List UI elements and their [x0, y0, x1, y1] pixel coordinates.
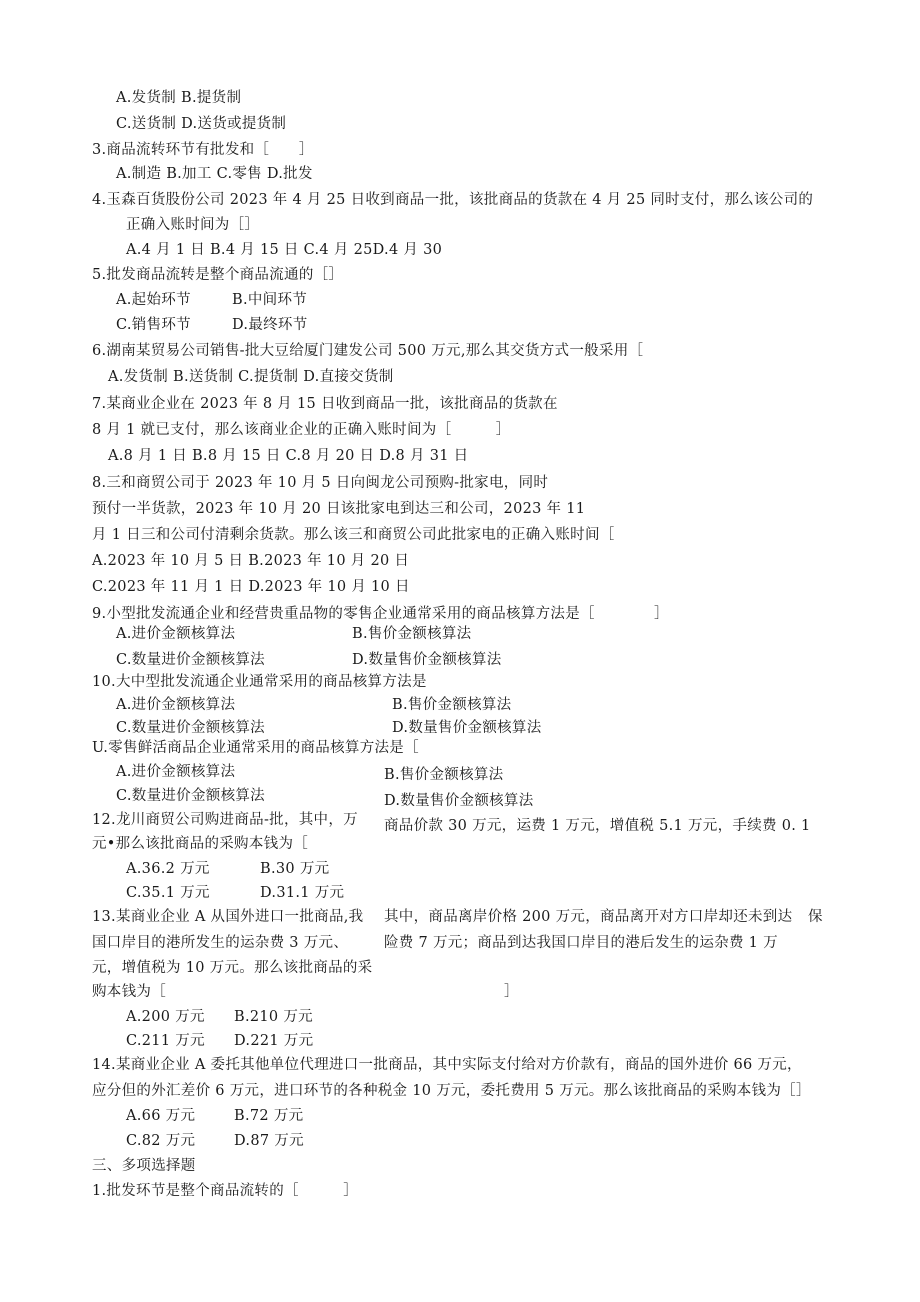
q12-option-a: A.36.2 万元 — [126, 861, 210, 877]
q10-question: 10.大中型批发流通企业通常采用的商品核算方法是 — [92, 674, 427, 690]
q9-option-b: B.售价金额核算法 — [352, 626, 472, 642]
q4-question-line2: 正确入账时间为［］ — [126, 217, 260, 233]
q10-option-d: D.数量售价金额核算法 — [392, 720, 542, 736]
q12-option-d: D.31.1 万元 — [260, 885, 345, 901]
q13-question-line4: 购本钱为［ — [92, 984, 166, 1000]
q11-option-b: B.售价金额核算法 — [384, 767, 504, 783]
q13-question-line3: 元，增值税为 10 万元。那么该批商品的采 — [92, 960, 373, 976]
q7-question-line2: 8 月 1 就已支付，那么该商业企业的正确入账时间为［ ］ — [92, 422, 511, 438]
q11-option-d: D.数量售价金额核算法 — [384, 793, 534, 809]
q5-question: 5.批发商品流转是整个商品流通的［］ — [92, 267, 344, 283]
q13-option-b: B.210 万元 — [234, 1009, 313, 1025]
q9-option-d: D.数量售价金额核算法 — [352, 652, 502, 668]
q13-option-c: C.211 万元 — [126, 1033, 205, 1049]
q14-question-line1: 14.某商业企业 A 委托其他单位代理进口一批商品，其中实际支付给对方价款有，商品的国外进价 66 万元， — [92, 1057, 802, 1073]
q2-options-cd: C.送货制 D.送货或提货制 — [116, 116, 287, 132]
q6-question: 6.湖南某贸易公司销售-批大豆给厦门建发公司 500 万元,那么其交货方式一般采用［ — [92, 343, 644, 359]
q4-question-line1: 4.玉森百货股份公司 2023 年 4 月 25 日收到商品一批，该批商品的货款在 4 月 25 同时支付，那么该公司的 — [92, 192, 814, 208]
q13-question-right1: 其中，商品离岸价格 200 万元，商品离开对方口岸却还未到达 — [384, 909, 793, 925]
q13-question-left2: 国口岸目的港所发生的运杂费 3 万元、 — [92, 935, 349, 951]
q13-option-a: A.200 万元 — [126, 1009, 205, 1025]
q3-question: 3.商品流转环节有批发和［ ］ — [92, 142, 314, 158]
q5-option-c: C.销售环节 — [116, 317, 191, 333]
q11-option-a: A.进价金额核算法 — [116, 764, 236, 780]
q14-question-line2: 应分但的外汇差价 6 万元，进口环节的各种税金 10 万元，委托费用 5 万元。那么该批商品的采购本钱为［］ — [92, 1083, 811, 1099]
q10-option-c: C.数量进价金额核算法 — [116, 720, 265, 736]
q7-options: A.8 月 1 日 B.8 月 15 日 C.8 月 20 日 D.8 月 31 日 — [108, 448, 469, 464]
q10-option-a: A.进价金额核算法 — [116, 697, 236, 713]
q14-option-d: D.87 万元 — [234, 1133, 304, 1149]
q3-options: A.制造 B.加工 C.零售 D.批发 — [116, 166, 313, 182]
q2-options-ab: A.发货制 B.提货制 — [116, 90, 242, 106]
q7-question-line1: 7.某商业企业在 2023 年 8 月 15 日收到商品一批，该批商品的货款在 — [92, 396, 558, 412]
q12-question-right: 商品价款 30 万元，运费 1 万元，增值税 5.1 万元，手续费 0. 1 — [384, 818, 811, 834]
q12-question-left: 12.龙川商贸公司购进商品-批，其中，万 — [92, 812, 358, 828]
q11-option-c: C.数量进价金额核算法 — [116, 788, 265, 804]
q12-option-b: B.30 万元 — [260, 861, 330, 877]
q8-question-line1: 8.三和商贸公司于 2023 年 10 月 5 日向闽龙公司预购-批家电，同时 — [92, 475, 549, 491]
q9-option-a: A.进价金额核算法 — [116, 626, 236, 642]
q8-question-line3: 月 1 日三和公司付清剩余货款。那么该三和商贸公司此批家电的正确入账时间［ — [92, 527, 615, 543]
q4-options: A.4 月 1 日 B.4 月 15 日 C.4 月 25D.4 月 30 — [126, 242, 443, 258]
q9-question: 9.小型批发流通企业和经营贵重品物的零售企业通常采用的商品核算方法是［ ］ — [92, 606, 669, 622]
q5-option-d: D.最终环节 — [232, 317, 308, 333]
q12-question-line2: 元•那么该批商品的采购本钱为［ — [92, 836, 309, 852]
q13-question-right1-end: 保 — [808, 909, 823, 925]
section-heading-multiple-choice: 三、多项选择题 — [92, 1158, 196, 1174]
q8-options-cd: C.2023 年 11 月 1 日 D.2023 年 10 月 10 日 — [92, 579, 410, 595]
q14-option-a: A.66 万元 — [126, 1108, 196, 1124]
q13-question-left1: 13.某商业企业 A 从国外进口一批商品,我 — [92, 909, 364, 925]
q9-option-c: C.数量进价金额核算法 — [116, 652, 265, 668]
q8-question-line2: 预付一半货款，2023 年 10 月 20 日该批家电到达三和公司，2023 年 11 — [92, 501, 586, 517]
q5-option-b: B.中间环节 — [232, 292, 308, 308]
q5-option-a: A.起始环节 — [116, 292, 191, 308]
q13-question-right2: 险费 7 万元；商品到达我国口岸目的港后发生的运杂费 1 万 — [384, 935, 778, 951]
q13-bracket-close: ］ — [504, 984, 519, 1000]
q6-options: A.发货制 B.送货制 C.提货制 D.直接交货制 — [108, 369, 394, 385]
q14-option-b: B.72 万元 — [234, 1108, 304, 1124]
mq1-question: 1.批发环节是整个商品流转的［ ］ — [92, 1183, 359, 1199]
q10-option-b: B.售价金额核算法 — [392, 697, 512, 713]
q11-question: U.零售鲜活商品企业通常采用的商品核算方法是［ — [92, 740, 419, 756]
q13-option-d: D.221 万元 — [234, 1033, 314, 1049]
q8-options-ab: A.2023 年 10 月 5 日 B.2023 年 10 月 20 日 — [92, 553, 410, 569]
q12-option-c: C.35.1 万元 — [126, 885, 210, 901]
q14-option-c: C.82 万元 — [126, 1133, 196, 1149]
